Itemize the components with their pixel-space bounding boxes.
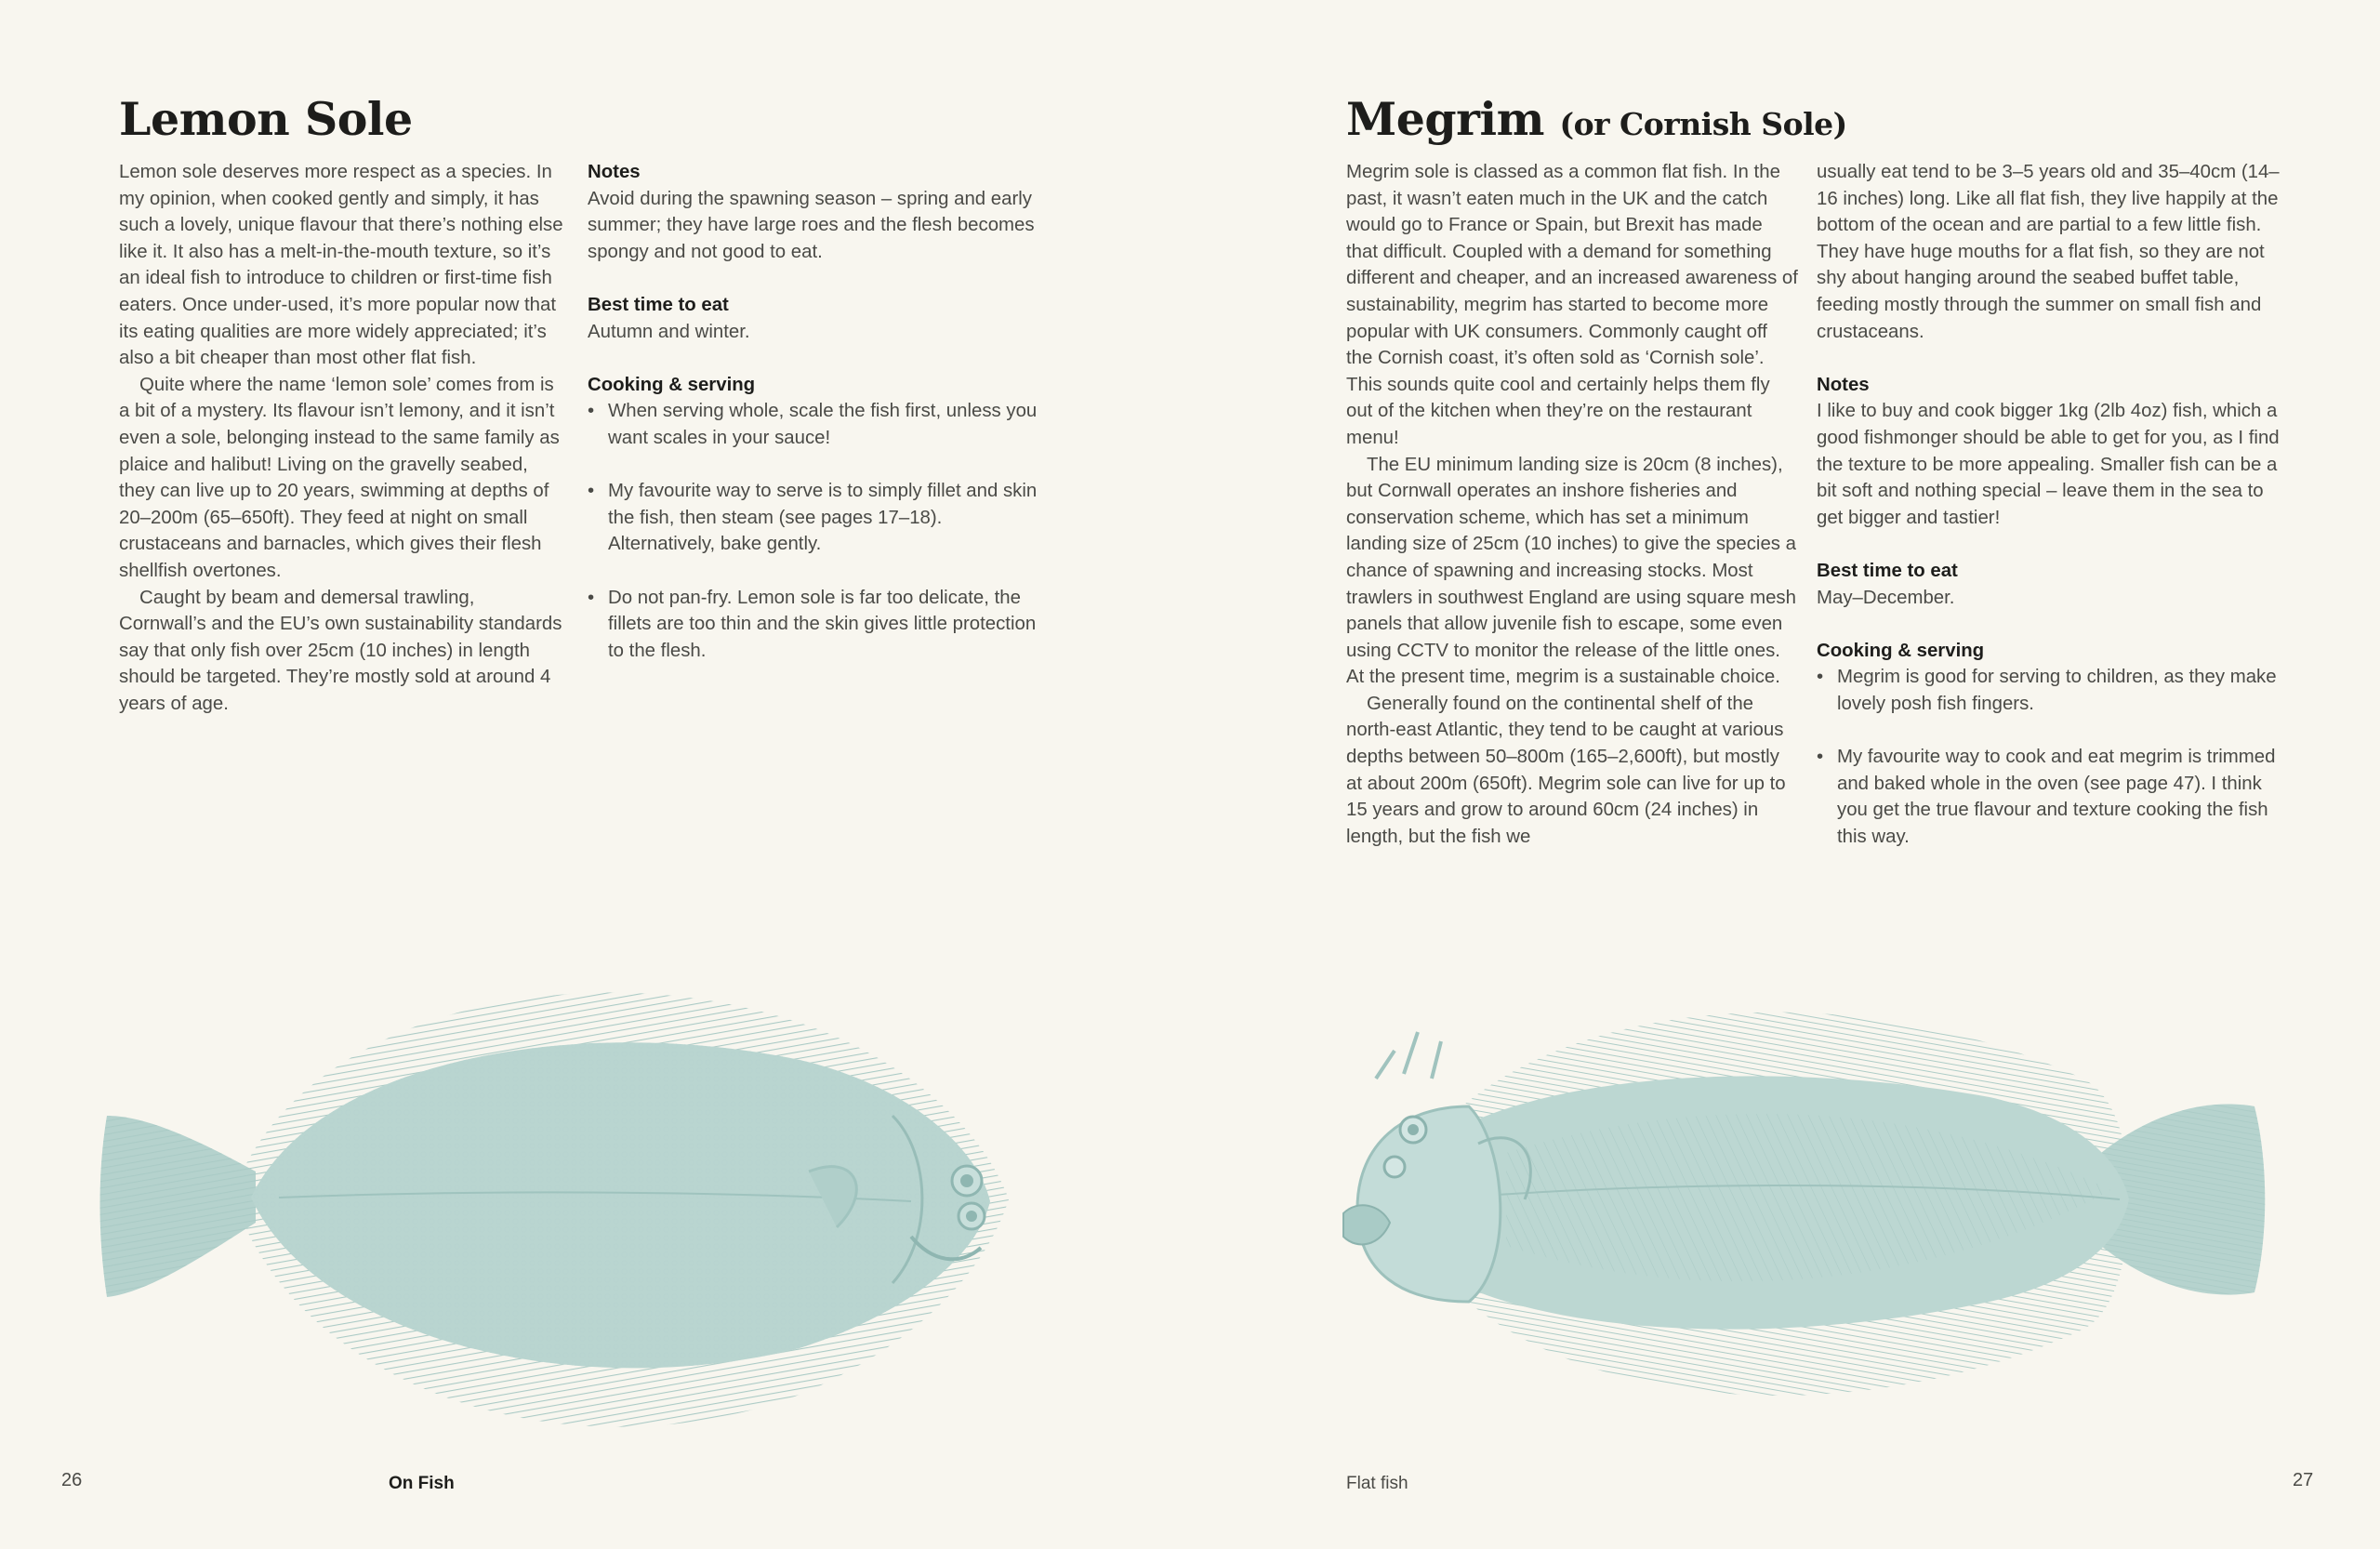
megrim-notes-text: I like to buy and cook bigger 1kg (2lb 4oz) fish, which a good fishmonger should be able to get for you, as I find the texture to be more appealing. Smaller fish can be a bit soft and nothing special – leave them in the sea to get bigger and tastier! — [1817, 401, 2280, 528]
megrim-illustration — [1339, 967, 2268, 1450]
right-running-head: Flat fish — [1346, 1474, 1408, 1493]
lemon-sole-best-time-heading: Best time to eat — [588, 294, 729, 315]
lemon-sole-best-time-text: Autumn and winter. — [588, 321, 750, 342]
megrim-paragraph-3: Generally found on the continental shelf of the north-east Atlantic, they tend to be caught at various depths between 50–800m (165–2,600ft), but mostly at about 200m (650ft). Megrim sole can live for up to 15 years and grow to around 60cm (24 inches) in length, but the fish we — [1346, 693, 1786, 847]
megrim-title-main: Megrim — [1346, 92, 1544, 146]
lemon-sole-notes-text: Avoid during the spawning season – spring and early summer; they have large roes and the flesh becomes spongy and not good to eat. — [588, 188, 1035, 262]
megrim-paragraph-1: Megrim sole is classed as a common flat fish. In the past, it wasn’t eaten much in the UK and the catch would go to France or Spain, but Brexit has made that difficult. Coupled with a demand for something different and cheaper, and an increased awareness of sustainability, megrim has started to become more popular with UK consumers. Commonly caught off the Cornish coast, it’s often sold as ‘Cornish sole’. This sounds quite cool and certainly helps them fly out of the kitchen when they’re on the restaurant menu! — [1346, 162, 1798, 448]
left-running-head: On Fish — [389, 1474, 455, 1493]
megrim-cooking-list — [1817, 664, 2281, 850]
right-page — [1190, 0, 2380, 1549]
megrim-cooking-heading: Cooking & serving — [1817, 640, 1985, 661]
megrim-paragraph-2: The EU minimum landing size is 20cm (8 inches), but Cornwall operates an inshore fisheries and conservation scheme, which has set a minimum landing size of 25cm (10 inches) to give the species a chance of spawning and increasing stocks. Most trawlers in southwest England are using square mesh panels that allow juvenile fish to escape, some even using CCTV to monitor the release of the little ones. At the present time, megrim is a sustainable choice. — [1346, 454, 1796, 688]
megrim-cooking-item: • My favourite way to cook and eat megrim is trimmed and baked whole in the oven (see page 47). I think you get the true flavour and texture cooking the fish this way. — [1817, 744, 2281, 850]
megrim-notes-heading: Notes — [1817, 374, 1870, 395]
right-page-number: 27 — [2293, 1470, 2314, 1490]
lemon-sole-title: Lemon Sole — [119, 92, 413, 146]
lemon-sole-cooking-item: • Do not pan-fry. Lemon sole is far too delicate, the fillets are too thin and the skin gives little protection to the flesh. — [588, 585, 1039, 665]
megrim-sidebar-column — [1817, 159, 2281, 850]
lemon-sole-cooking-list — [588, 398, 1039, 664]
megrim-cooking-item: • Megrim is good for serving to children, as they make lovely posh fish fingers. — [1817, 664, 2281, 717]
megrim-best-time-heading: Best time to eat — [1817, 560, 1958, 581]
lemon-sole-body-column — [119, 159, 563, 717]
lemon-sole-paragraph-1: Lemon sole deserves more respect as a species. In my opinion, when cooked gently and simply, it has such a lovely, unique flavour that there’s nothing else like it. It also has a melt-in-the-mouth texture, so it’s an ideal fish to introduce to children or first-time fish eaters. Once under-used, it’s more popular now that its eating qualities are more widely appreciated; it’s also a bit cheaper than most other flat fish. — [119, 162, 563, 369]
lemon-sole-sidebar-column — [588, 159, 1039, 664]
megrim-continued-text: usually eat tend to be 3–5 years old and 35–40cm (14–16 inches) long. Like all flat fish, they live happily at the bottom of the ocean and are partial to a few little fish. They have huge mouths for a flat fish, so they are not shy about hanging around the seabed buffet table, feeding mostly through the summer on small fish and crustaceans. — [1817, 162, 2280, 342]
left-page-number: 26 — [61, 1470, 83, 1490]
lemon-sole-paragraph-3: Caught by beam and demersal trawling, Cornwall’s and the EU’s own sustainability standards say that only fish over 25cm (10 inches) in length should be targeted. They’re mostly sold at around 4 years of age. — [119, 587, 562, 714]
megrim-best-time-text: May–December. — [1817, 587, 1955, 608]
lemon-sole-paragraph-2: Quite where the name ‘lemon sole’ comes from is a bit of a mystery. Its flavour isn’t lemony, and it isn’t even a sole, belonging instead to the same family as plaice and halibut! Living on the gravelly seabed, they can live up to 20 years, swimming at depths of 20–200m (65–650ft). They feed at night on small crustaceans and barnacles, which gives their flesh shellfish overtones. — [119, 374, 560, 581]
megrim-title — [1346, 92, 1847, 146]
lemon-sole-cooking-heading: Cooking & serving — [588, 374, 756, 395]
megrim-title-sub: (or Cornish Sole) — [1559, 106, 1847, 142]
lemon-sole-notes-heading: Notes — [588, 162, 641, 182]
megrim-body-column — [1346, 159, 1798, 850]
lemon-sole-cooking-item: • When serving whole, scale the fish first, unless you want scales in your sauce! — [588, 398, 1039, 451]
lemon-sole-cooking-item: • My favourite way to serve is to simply fillet and skin the fish, then steam (see pages 17–18). Alternatively, bake gently. — [588, 478, 1039, 558]
lemon-sole-illustration — [93, 958, 1097, 1464]
